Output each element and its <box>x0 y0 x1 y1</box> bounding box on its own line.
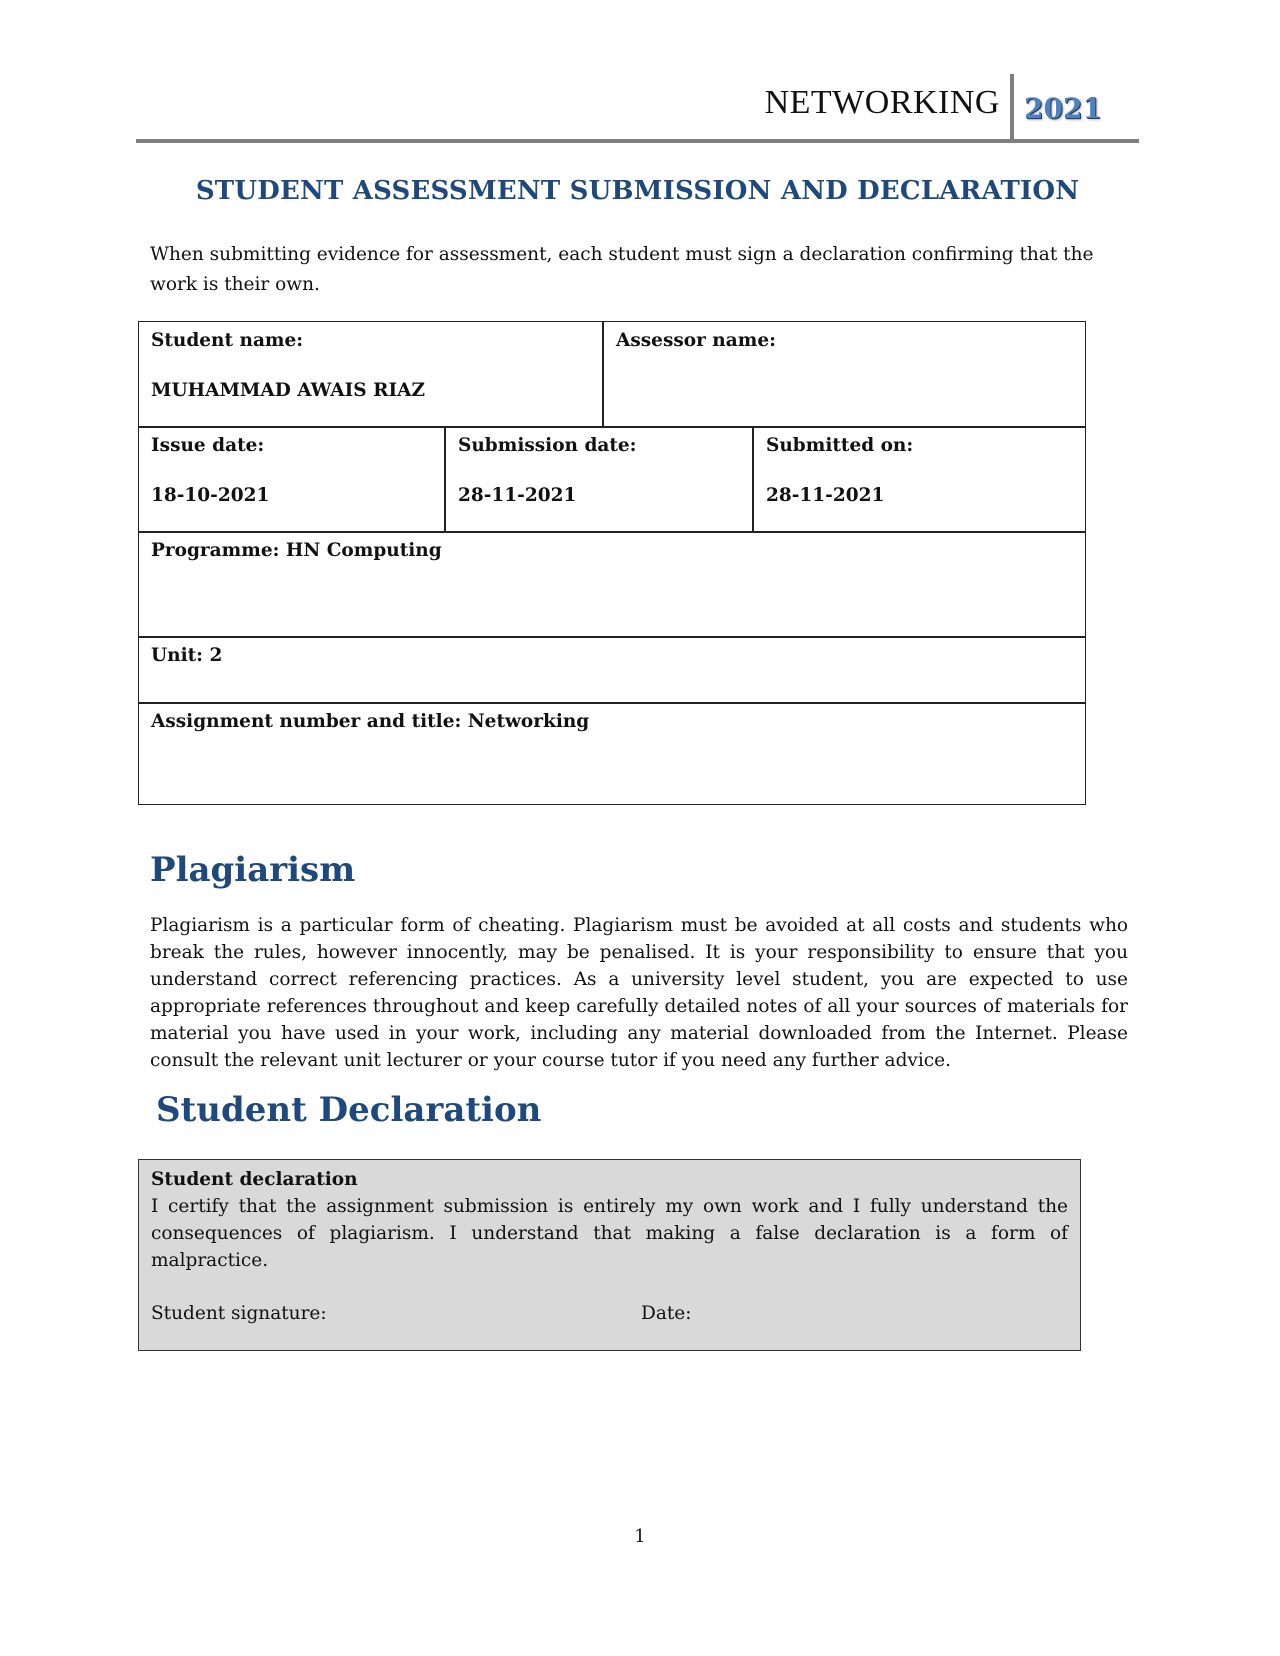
header-rule <box>136 139 1139 143</box>
row2-divider-2 <box>752 426 754 531</box>
declaration-box <box>138 1159 1081 1351</box>
student-name-label: Student name: <box>151 330 304 351</box>
row1-divider <box>602 322 604 426</box>
intro-text: When submitting evidence for assessment, each student must sign a declaration confirming that the work is their own. <box>150 244 1094 295</box>
unit-cell <box>139 637 1084 702</box>
submitted-on-cell <box>754 427 1084 531</box>
header-separator <box>1010 74 1014 142</box>
declaration-box-title: Student declaration <box>151 1169 358 1190</box>
student-signature-label: Student signature: <box>151 1303 327 1324</box>
page-number: 1 <box>634 1526 646 1547</box>
programme-label: Programme: <box>151 540 280 561</box>
unit-label: Unit: <box>151 645 203 666</box>
assessor-name-label: Assessor name: <box>616 330 776 351</box>
assignment-label: Assignment number and title: <box>151 711 462 732</box>
programme-cell <box>139 532 1084 636</box>
submitted-on-value: 28-11-2021 <box>766 485 885 506</box>
issue-date-label: Issue date: <box>151 435 265 456</box>
unit-value: 2 <box>209 645 223 666</box>
issue-date-cell <box>139 427 445 531</box>
issue-date-value: 18-10-2021 <box>151 485 270 506</box>
header-title: NETWORKING <box>764 84 1000 121</box>
declaration-text: I certify that the assignment submission is entirely my own work and I fully understand the consequences of plagiarism. I understand that making a false declaration is a form of malpractice. <box>151 1196 1068 1271</box>
plagiarism-heading: Plagiarism <box>150 850 356 890</box>
submission-date-label: Submission date: <box>458 435 637 456</box>
document-title: STUDENT ASSESSMENT SUBMISSION AND DECLARATION <box>195 176 1080 206</box>
header-year: 2021 <box>1024 92 1102 125</box>
declaration-heading: Student Declaration <box>156 1090 542 1130</box>
plagiarism-text: Plagiarism is a particular form of cheating. Plagiarism must be avoided at all costs and students who break the rules, however innocently, may be penalised. It is your responsibility to ensure that you understand correct referencing practices. As a university level student, you are expected to use appropriate references throughout and keep carefully detailed notes of all your sources of materials for material you have used in your work, including any material downloaded from the Internet. Please consult the relevant unit lecturer or your course tutor if you need any further advice. <box>150 915 1128 1071</box>
programme-value: HN Computing <box>285 540 442 561</box>
submission-date-value: 28-11-2021 <box>458 485 577 506</box>
assignment-cell <box>139 703 1084 803</box>
student-name-cell <box>139 322 603 426</box>
submission-date-cell <box>446 427 753 531</box>
row2-divider-1 <box>444 426 446 531</box>
assessor-name-cell <box>604 322 1084 426</box>
submitted-on-label: Submitted on: <box>766 435 914 456</box>
assignment-value: Networking <box>467 711 590 732</box>
signature-line <box>151 1300 1068 1327</box>
submission-form-table <box>138 321 1086 805</box>
date-label: Date: <box>641 1303 692 1324</box>
student-name-value: MUHAMMAD AWAIS RIAZ <box>151 380 425 401</box>
